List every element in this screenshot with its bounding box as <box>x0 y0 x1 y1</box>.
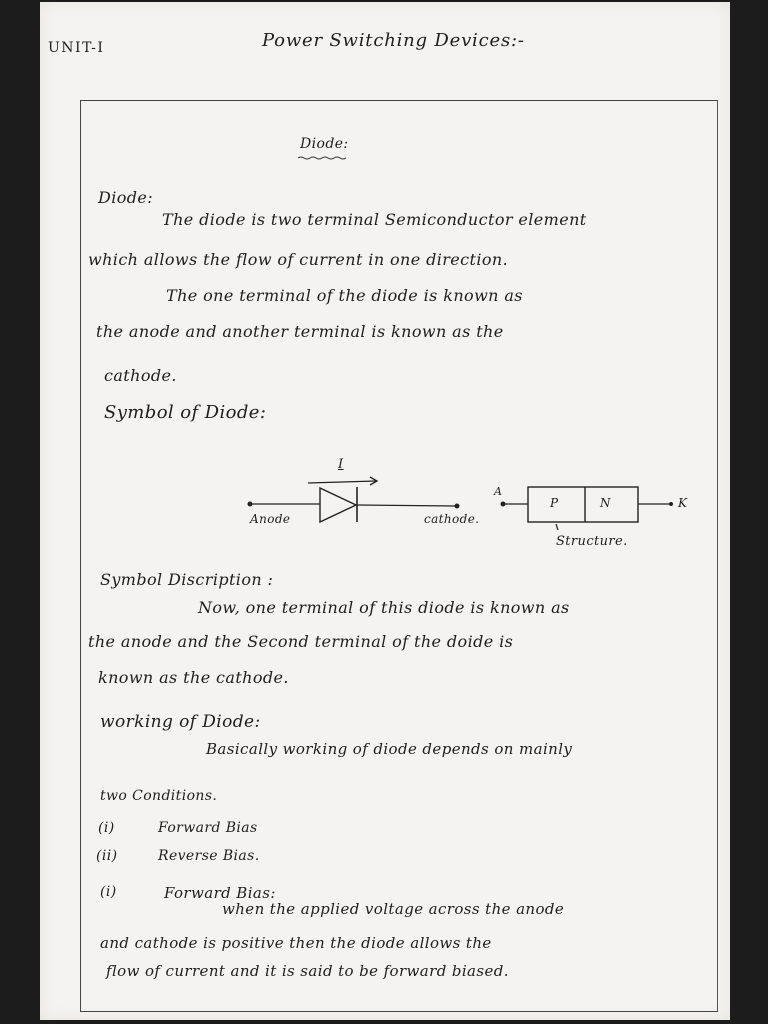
terminal-text-line-2: the anode and another terminal is known as the <box>96 322 504 341</box>
section-title: Diode: <box>300 136 349 152</box>
symbol-heading: Symbol of Diode: <box>104 402 267 423</box>
working-line-1: Basically working of diode depends on mainly <box>206 740 573 758</box>
symbol-desc-line-3: known as the cathode. <box>98 668 289 687</box>
diode-heading: Diode: <box>98 188 154 207</box>
terminal-text-line-3: cathode. <box>104 366 177 385</box>
current-label: I <box>338 457 344 472</box>
condition-1-text: Forward Bias <box>158 820 258 836</box>
pn-block <box>528 487 638 522</box>
page-title: Power Switching Devices:- <box>262 30 525 51</box>
diode-triangle <box>320 488 356 522</box>
a-label: A <box>494 485 503 498</box>
n-label: N <box>600 496 611 510</box>
diode-text-line-2: which allows the flow of current in one direction. <box>88 250 509 269</box>
p-label: P <box>550 496 559 510</box>
forward-bias-number: (i) <box>100 884 117 900</box>
forward-line-3: flow of current and it is said to be forward biased. <box>106 962 509 980</box>
forward-bias-heading: Forward Bias: <box>164 884 276 902</box>
k-label: K <box>678 496 688 510</box>
terminal-text-line-1: The one terminal of the diode is known as <box>166 286 523 305</box>
working-heading: working of Diode: <box>100 712 261 732</box>
forward-line-1: when the applied voltage across the anode <box>222 900 565 918</box>
diode-text-line-1: The diode is two terminal Semiconductor element <box>162 210 587 229</box>
forward-line-2: and cathode is positive then the diode allows the <box>100 934 492 952</box>
symbol-desc-line-2: the anode and the Second terminal of the doide is <box>88 632 514 651</box>
condition-1-number: (i) <box>98 820 115 836</box>
symbol-desc-line-1: Now, one terminal of this diode is known as <box>198 598 570 617</box>
working-line-2: two Conditions. <box>100 788 218 804</box>
condition-2-number: (ii) <box>96 848 118 864</box>
anode-label: Anode <box>250 512 291 526</box>
structure-label: Structure. <box>556 534 628 549</box>
cathode-label: cathode. <box>424 512 480 526</box>
condition-2-text: Reverse Bias. <box>158 848 260 864</box>
current-arrow <box>308 481 376 483</box>
symbol-description-heading: Symbol Discription : <box>100 570 274 589</box>
unit-label: UNIT-I <box>48 40 105 56</box>
